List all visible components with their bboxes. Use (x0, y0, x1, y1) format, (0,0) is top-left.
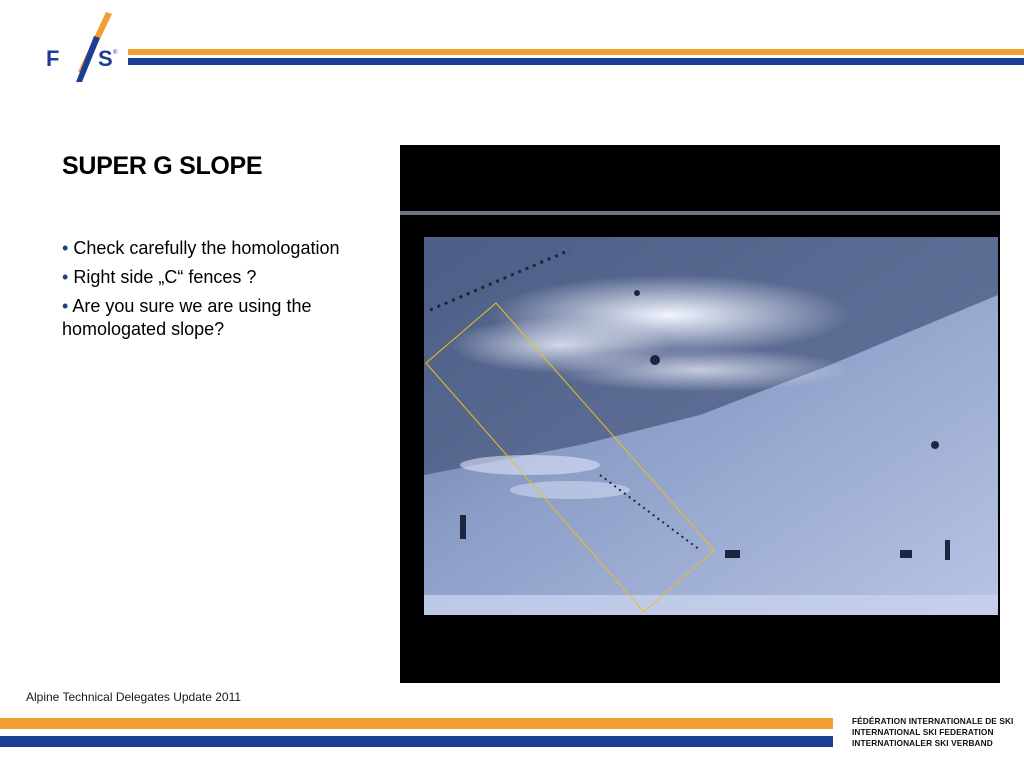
bullet-item (62, 266, 382, 289)
bullet-text: Are you sure we are using the homologated slope? (62, 296, 312, 339)
federation-name-en: INTERNATIONAL SKI FEDERATION (852, 727, 994, 737)
bullet-dot: • (62, 296, 69, 316)
slide-title: SUPER G SLOPE (62, 152, 263, 180)
federation-name-de: INTERNATIONALER SKI VERBAND (852, 738, 993, 748)
federation-name-fr: FÉDÉRATION INTERNATIONALE DE SKI (852, 716, 1014, 726)
bullet-text: Check carefully the homologation (73, 238, 340, 258)
federation-names (852, 716, 1013, 749)
bullet-item (62, 295, 382, 341)
bullet-item (62, 237, 382, 260)
svg-text:F: F (46, 46, 60, 71)
bullet-dot: • (62, 238, 69, 258)
bullet-dot: • (62, 267, 69, 287)
svg-text:®: ® (113, 50, 118, 56)
footer-text: Alpine Technical Delegates Update 2011 (26, 690, 242, 704)
fis-logo (40, 8, 120, 86)
bullet-text: Right side „C“ fences ? (73, 267, 257, 287)
bullet-list (62, 237, 382, 347)
footer-orange-stripe (0, 718, 833, 729)
ski-slope-photo (400, 145, 1000, 683)
header-orange-stripe (128, 49, 1024, 55)
header-blue-stripe (128, 58, 1024, 65)
svg-text:S: S (98, 46, 113, 71)
footer-blue-stripe (0, 736, 833, 747)
